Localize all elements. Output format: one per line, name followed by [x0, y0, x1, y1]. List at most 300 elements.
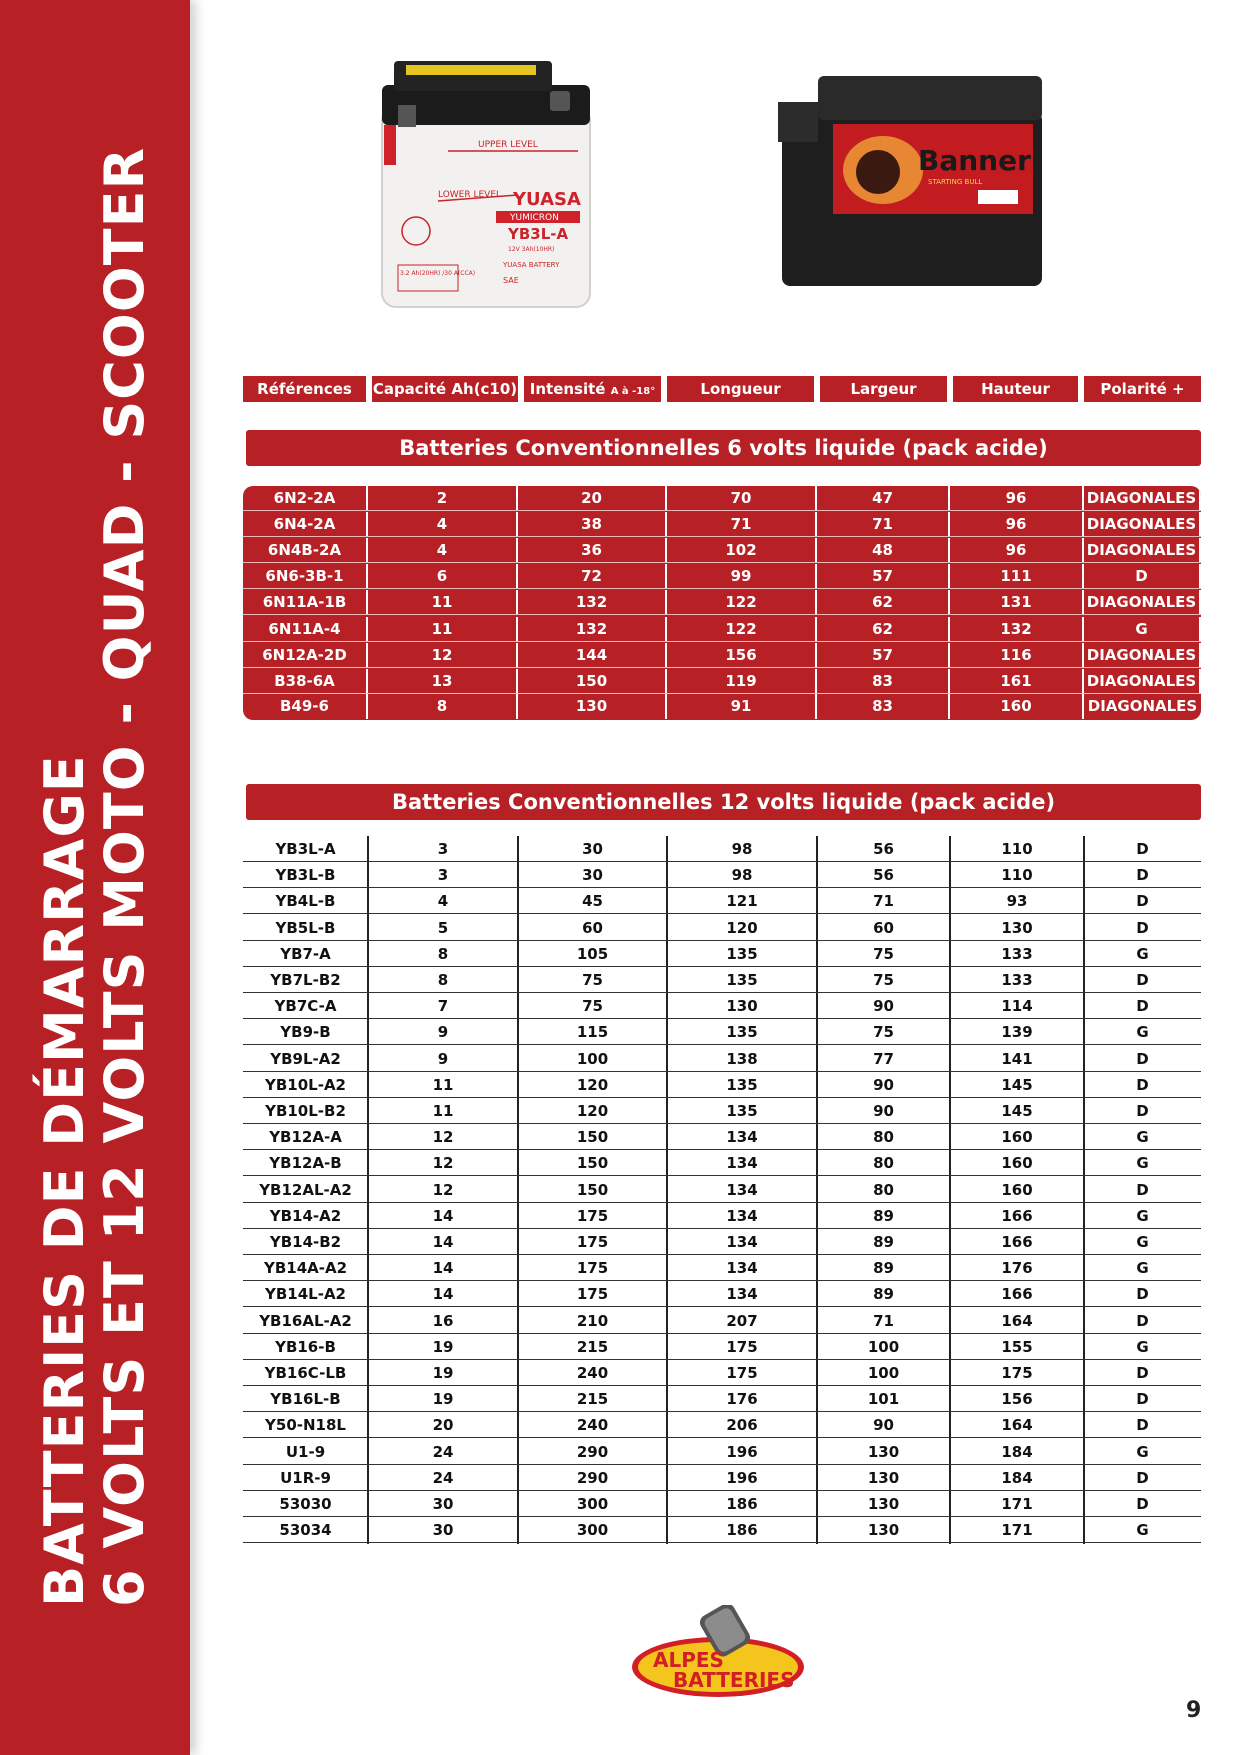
cell-hauteur: 175 — [1001, 1364, 1033, 1382]
cell-polarite: D — [1136, 866, 1149, 885]
cell-hauteur: 132 — [950, 617, 1084, 642]
cell-hauteur: 161 — [950, 669, 1084, 694]
cell-intensite: 20 — [518, 486, 667, 511]
table-row — [243, 862, 1201, 888]
cell-largeur: 90 — [873, 1102, 894, 1120]
cell-polarite: D — [1136, 1102, 1149, 1120]
cell-longueur: 121 — [726, 892, 758, 911]
banner-brand: Banner — [918, 144, 1031, 177]
cell-polarite: DIAGONALES — [1087, 697, 1198, 715]
alpes-batteries-logo — [628, 1605, 808, 1700]
cell-ref: YB7L-B2 — [270, 971, 341, 989]
cell-capacite: 9 — [437, 1023, 449, 1042]
cell-ref: YB16C-LB — [264, 1364, 347, 1382]
header-intensite-label: Intensité — [529, 380, 606, 398]
cell-capacite: 3 — [437, 840, 449, 858]
cell-hauteur: 166 — [1001, 1285, 1033, 1304]
cell-largeur: 56 — [873, 840, 894, 858]
header-largeur: Largeur — [820, 376, 947, 402]
cell-longueur: 135 — [726, 1075, 758, 1094]
cell-capacite: 4 — [368, 512, 518, 537]
cell-largeur: 89 — [873, 1206, 894, 1225]
cell-ref: YB3L-A — [275, 840, 336, 858]
cell-largeur: 89 — [873, 1259, 894, 1278]
cell-ref: 53030 — [279, 1495, 332, 1513]
table-row — [243, 888, 1201, 914]
yuasa-footer: YUASA BATTERY — [503, 261, 560, 269]
table-row — [243, 590, 1201, 615]
cell-polarite: G — [1136, 1206, 1149, 1225]
cell-longueur: 91 — [667, 694, 817, 719]
cell-hauteur: 164 — [1001, 1416, 1033, 1435]
table-row — [243, 694, 1201, 719]
table-row — [243, 1308, 1201, 1334]
cell-longueur: 135 — [726, 1023, 758, 1042]
cell-ref: YB14-A2 — [269, 1206, 342, 1225]
cell-capacite: 30 — [432, 1521, 454, 1540]
cell-largeur: 89 — [873, 1285, 894, 1304]
cell-largeur: 89 — [873, 1233, 894, 1251]
cell-largeur: 80 — [873, 1128, 894, 1147]
cell-hauteur: 93 — [1006, 892, 1028, 911]
cell-intensite: 60 — [582, 918, 603, 937]
cell-longueur: 134 — [726, 1180, 758, 1199]
cell-longueur: 134 — [726, 1285, 758, 1304]
cell-hauteur: 160 — [1001, 1154, 1033, 1173]
cell-hauteur: 160 — [1001, 1180, 1033, 1199]
cell-hauteur: 155 — [1001, 1337, 1033, 1356]
cell-hauteur: 184 — [1001, 1442, 1033, 1461]
cell-intensite: 175 — [576, 1285, 609, 1304]
yuasa-model: YB3L-A — [508, 225, 569, 243]
cell-hauteur: 131 — [950, 590, 1084, 615]
cell-ref: 53034 — [279, 1521, 332, 1540]
cell-polarite: DIAGONALES — [1084, 486, 1201, 511]
header-intensite — [524, 376, 661, 402]
cell-largeur: 90 — [873, 997, 894, 1016]
cell-ref: YB3L-B — [275, 866, 336, 885]
cell-polarite: D — [1136, 1285, 1149, 1304]
cell-capacite: 8 — [437, 944, 449, 963]
cell-intensite: 115 — [576, 1023, 609, 1042]
cell-polarite: G — [1136, 944, 1149, 963]
cell-largeur: 100 — [867, 1337, 900, 1356]
table-row — [243, 538, 1201, 563]
cell-longueur: 134 — [726, 1154, 758, 1173]
cell-capacite: 19 — [432, 1390, 454, 1409]
cell-ref: 6N2-2A — [243, 486, 368, 511]
section-title-6v: Batteries Conventionnelles 6 volts liquide (pack acide) — [246, 430, 1201, 466]
table-row — [243, 1124, 1201, 1150]
cell-largeur: 60 — [873, 918, 894, 937]
cell-largeur: 71 — [873, 892, 894, 911]
cell-ref: 6N11A-1B — [243, 590, 368, 615]
cell-hauteur: 156 — [1001, 1390, 1033, 1409]
table-row — [243, 1072, 1201, 1098]
cell-largeur: 80 — [873, 1180, 894, 1199]
logo-line-1: ALPES — [653, 1648, 724, 1672]
cell-hauteur: 164 — [1001, 1311, 1033, 1330]
header-hauteur: Hauteur — [953, 376, 1078, 402]
cell-capacite: 5 — [437, 918, 449, 937]
cell-longueur: 102 — [667, 538, 817, 563]
cell-ref: YB9-B — [280, 1023, 331, 1042]
header-intensite-unit: A à -18° — [610, 386, 656, 397]
cell-longueur: 120 — [726, 918, 758, 937]
cell-ref: YB14L-A2 — [265, 1285, 346, 1304]
cell-ref: YB16AL-A2 — [259, 1311, 352, 1330]
table-row — [243, 1177, 1201, 1203]
cell-polarite: G — [1136, 1023, 1149, 1042]
cell-largeur: 83 — [817, 669, 950, 694]
cell-capacite: 11 — [432, 1102, 454, 1120]
table-row — [243, 1203, 1201, 1229]
cell-largeur: 130 — [867, 1521, 900, 1540]
cell-hauteur: 133 — [1001, 944, 1033, 963]
cell-polarite: G — [1136, 1259, 1149, 1278]
cell-ref: YB12A-B — [269, 1154, 342, 1173]
cell-largeur: 90 — [873, 1416, 894, 1435]
table-row — [243, 915, 1201, 941]
cell-largeur: 83 — [817, 694, 950, 719]
cell-hauteur: 171 — [1001, 1495, 1033, 1513]
cell-intensite: 30 — [582, 840, 603, 858]
cell-intensite: 150 — [518, 669, 667, 694]
table-row — [243, 1465, 1201, 1491]
cell-hauteur: 96 — [950, 538, 1084, 563]
cell-capacite: 11 — [368, 590, 518, 615]
cell-hauteur: 160 — [1001, 1128, 1033, 1147]
table-row — [243, 1229, 1201, 1255]
cell-longueur: 71 — [667, 512, 817, 537]
cell-longueur: 138 — [726, 1049, 758, 1068]
cell-longueur: 135 — [726, 1102, 758, 1120]
banner-battery-image — [778, 72, 1046, 290]
cell-longueur: 134 — [726, 1206, 758, 1225]
page-title — [35, 147, 155, 1607]
cell-largeur: 48 — [817, 538, 950, 563]
cell-polarite: D — [1136, 1364, 1149, 1382]
table-row — [243, 836, 1201, 862]
cell-intensite: 215 — [576, 1337, 609, 1356]
cell-longueur: 119 — [667, 669, 817, 694]
banner-tagline: STARTING BULL — [928, 178, 983, 186]
cell-ref: YB14-B2 — [269, 1233, 342, 1251]
cell-polarite: DIAGONALES — [1084, 590, 1201, 615]
cell-largeur: 57 — [817, 643, 950, 668]
cell-largeur: 71 — [817, 512, 950, 537]
cell-polarite: D — [1136, 840, 1149, 858]
cell-polarite: D — [1136, 1495, 1149, 1513]
table-6v — [243, 486, 1201, 720]
cell-intensite: 120 — [576, 1102, 609, 1120]
cell-polarite: D — [1136, 918, 1149, 937]
cell-polarite: G — [1084, 617, 1201, 642]
cell-intensite: 72 — [518, 564, 667, 589]
cell-hauteur: 133 — [1001, 971, 1033, 989]
cell-intensite: 175 — [576, 1259, 609, 1278]
table-row — [243, 1491, 1201, 1517]
cell-intensite: 132 — [518, 590, 667, 615]
cell-intensite: 150 — [576, 1154, 609, 1173]
column-headers — [243, 376, 1201, 402]
cell-capacite: 12 — [432, 1180, 454, 1199]
cell-intensite: 130 — [518, 694, 667, 719]
cell-capacite: 19 — [432, 1364, 454, 1382]
table-row — [243, 1046, 1201, 1072]
cell-capacite: 24 — [432, 1442, 454, 1461]
cell-capacite: 14 — [432, 1285, 454, 1304]
cell-intensite: 300 — [576, 1521, 609, 1540]
lower-level-label: LOWER LEVEL — [438, 190, 502, 200]
cell-intensite: 36 — [518, 538, 667, 563]
cell-intensite: 132 — [518, 617, 667, 642]
cell-intensite: 45 — [582, 892, 603, 911]
cell-longueur: 135 — [726, 944, 758, 963]
cell-largeur: 130 — [867, 1495, 900, 1513]
cell-longueur: 186 — [726, 1495, 758, 1513]
cell-polarite: D — [1136, 1390, 1149, 1409]
cell-ref: YB7-A — [280, 944, 331, 963]
cell-hauteur: 145 — [1001, 1102, 1033, 1120]
cell-ref: 6N4-2A — [243, 512, 368, 537]
cell-longueur: 134 — [726, 1128, 758, 1147]
cell-ref: YB14A-A2 — [263, 1259, 348, 1278]
cell-capacite: 6 — [368, 564, 518, 589]
yuasa-sae: SAE — [503, 276, 519, 285]
cell-capacite: 11 — [432, 1075, 454, 1094]
cell-largeur: 56 — [873, 866, 894, 885]
cell-hauteur: 141 — [1001, 1049, 1033, 1068]
header-polarite: Polarité + — [1084, 376, 1201, 402]
cell-capacite: 9 — [437, 1049, 449, 1068]
cell-ref: YB4L-B — [275, 892, 336, 911]
cell-ref: YB7C-A — [274, 997, 337, 1016]
cell-polarite: G — [1136, 1128, 1149, 1147]
table-row — [243, 1386, 1201, 1412]
cell-ref: U1-9 — [285, 1442, 326, 1461]
cell-intensite: 30 — [582, 866, 603, 885]
table-row — [243, 1412, 1201, 1438]
cell-capacite: 4 — [368, 538, 518, 563]
page-number: 9 — [1186, 1698, 1202, 1723]
cell-polarite: G — [1136, 1154, 1149, 1173]
cell-capacite: 24 — [432, 1468, 454, 1487]
cell-largeur: 80 — [873, 1154, 894, 1173]
cell-capacite: 16 — [432, 1311, 454, 1330]
cell-hauteur: 166 — [1001, 1206, 1033, 1225]
table-row — [243, 1281, 1201, 1307]
cell-polarite: D — [1136, 892, 1149, 911]
cell-ref: YB12A-A — [269, 1128, 342, 1147]
cell-ref: 6N4B-2A — [243, 538, 368, 563]
cell-hauteur: 184 — [1001, 1468, 1033, 1487]
cell-capacite: 20 — [432, 1416, 454, 1435]
cell-ref: YB16L-B — [270, 1390, 341, 1409]
cell-capacite: 11 — [368, 617, 518, 642]
yuasa-spec: 12V 3Ah(10HR) — [508, 246, 555, 253]
cell-intensite: 75 — [582, 971, 603, 989]
cell-polarite: D — [1084, 564, 1201, 589]
cell-intensite: 38 — [518, 512, 667, 537]
cell-polarite: D — [1136, 1075, 1149, 1094]
cell-hauteur: 171 — [1001, 1521, 1033, 1540]
table-row — [243, 993, 1201, 1019]
cell-polarite: G — [1136, 1233, 1149, 1251]
cell-longueur: 175 — [726, 1364, 758, 1382]
cell-largeur: 75 — [873, 944, 894, 963]
cell-longueur: 130 — [726, 997, 758, 1016]
table-row — [243, 967, 1201, 993]
cell-ref: YB12AL-A2 — [259, 1180, 352, 1199]
table-row — [243, 486, 1201, 511]
cell-hauteur: 130 — [1001, 918, 1033, 937]
cell-intensite: 105 — [576, 944, 609, 963]
cell-ref: YB16-B — [275, 1337, 336, 1356]
upper-level-label: UPPER LEVEL — [478, 140, 538, 150]
cell-polarite: D — [1136, 997, 1149, 1016]
cell-longueur: 206 — [726, 1416, 758, 1435]
cell-largeur: 47 — [817, 486, 950, 511]
section-title-12v: Batteries Conventionnelles 12 volts liquide (pack acide) — [246, 784, 1201, 820]
cell-ref: Y50-N18L — [265, 1416, 346, 1435]
yuasa-capacity: 3.2 Ah(20HR) /30 A(CCA) — [400, 270, 476, 277]
cell-intensite: 215 — [576, 1390, 609, 1409]
cell-capacite: 13 — [368, 669, 518, 694]
cell-capacite: 12 — [432, 1154, 454, 1173]
cell-longueur: 176 — [726, 1390, 758, 1409]
cell-polarite: D — [1136, 1416, 1149, 1435]
cell-intensite: 300 — [576, 1495, 609, 1513]
cell-hauteur: 110 — [1001, 866, 1033, 885]
cell-largeur: 77 — [873, 1049, 894, 1068]
cell-ref: B38-6A — [243, 669, 368, 694]
cell-capacite: 4 — [437, 892, 449, 911]
cell-largeur: 75 — [873, 1023, 894, 1042]
cell-intensite: 150 — [576, 1180, 609, 1199]
cell-hauteur: 96 — [950, 486, 1084, 511]
cell-largeur: 62 — [817, 590, 950, 615]
cell-largeur: 90 — [873, 1075, 894, 1094]
cell-hauteur: 176 — [1001, 1259, 1033, 1278]
cell-largeur: 71 — [873, 1311, 894, 1330]
cell-intensite: 75 — [582, 997, 603, 1016]
cell-longueur: 175 — [726, 1337, 758, 1356]
yuasa-brand: YUASA — [513, 189, 581, 210]
cell-ref: YB10L-A2 — [265, 1075, 346, 1094]
cell-intensite: 120 — [576, 1075, 609, 1094]
cell-polarite: DIAGONALES — [1084, 538, 1201, 563]
cell-longueur: 207 — [726, 1311, 758, 1330]
cell-ref: 6N11A-4 — [243, 617, 368, 642]
cell-longueur: 98 — [731, 866, 753, 885]
cell-polarite: DIAGONALES — [1084, 512, 1201, 537]
cell-longueur: 156 — [667, 643, 817, 668]
cell-hauteur: 139 — [1001, 1023, 1033, 1042]
cell-longueur: 98 — [731, 840, 753, 858]
cell-largeur: 130 — [867, 1442, 900, 1461]
table-row — [243, 1255, 1201, 1281]
cell-intensite: 210 — [576, 1311, 609, 1330]
cell-largeur: 75 — [873, 971, 894, 989]
cell-polarite: G — [1136, 1521, 1149, 1540]
table-row — [243, 1517, 1201, 1543]
cell-intensite: 100 — [576, 1049, 609, 1068]
cell-intensite: 290 — [576, 1468, 609, 1487]
cell-polarite: D — [1136, 1049, 1149, 1068]
yuasa-series: YUMICRON — [510, 213, 559, 223]
cell-longueur: 134 — [726, 1259, 758, 1278]
cell-ref: B49-6 — [243, 694, 368, 719]
cell-capacite: 3 — [437, 866, 449, 885]
table-row — [243, 1150, 1201, 1176]
cell-intensite: 240 — [576, 1416, 609, 1435]
cell-capacite: 14 — [432, 1259, 454, 1278]
cell-polarite: DIAGONALES — [1084, 669, 1201, 694]
cell-polarite: D — [1136, 1180, 1149, 1199]
cell-hauteur: 96 — [950, 512, 1084, 537]
cell-hauteur: 111 — [950, 564, 1084, 589]
cell-polarite: G — [1136, 1337, 1149, 1356]
cell-hauteur: 114 — [1001, 997, 1033, 1016]
table-row — [243, 617, 1201, 642]
cell-ref: YB10L-B2 — [265, 1102, 346, 1120]
cell-intensite: 290 — [576, 1442, 609, 1461]
table-row — [243, 1439, 1201, 1465]
cell-hauteur: 166 — [1001, 1233, 1033, 1251]
cell-intensite: 175 — [576, 1233, 609, 1251]
cell-capacite: 14 — [432, 1233, 454, 1251]
cell-hauteur: 116 — [950, 643, 1084, 668]
cell-longueur: 196 — [726, 1442, 758, 1461]
cell-capacite: 7 — [437, 997, 449, 1016]
page-title-line-1: BATTERIES DE DÉMARRAGE — [33, 754, 96, 1608]
cell-longueur: 99 — [667, 564, 817, 589]
cell-longueur: 135 — [726, 971, 758, 989]
cell-largeur: 101 — [867, 1390, 900, 1409]
cell-ref: YB5L-B — [275, 918, 336, 937]
cell-polarite: D — [1136, 1468, 1149, 1487]
cell-ref: 6N12A-2D — [243, 643, 368, 668]
cell-ref: U1R-9 — [280, 1468, 331, 1487]
cell-largeur: 130 — [867, 1468, 900, 1487]
cell-capacite: 8 — [437, 971, 449, 989]
cell-capacite: 30 — [432, 1495, 454, 1513]
cell-capacite: 12 — [432, 1128, 454, 1147]
cell-ref: YB9L-A2 — [270, 1049, 341, 1068]
cell-intensite: 240 — [576, 1364, 609, 1382]
yuasa-battery-image — [378, 55, 598, 315]
header-capacite: Capacité Ah(c10) — [372, 376, 518, 402]
cell-longueur: 186 — [726, 1521, 758, 1540]
table-row — [243, 1019, 1201, 1045]
cell-capacite: 14 — [432, 1206, 454, 1225]
logo-line-2: BATTERIES — [673, 1668, 795, 1692]
cell-polarite: DIAGONALES — [1084, 643, 1201, 668]
cell-capacite: 19 — [432, 1337, 454, 1356]
table-row — [243, 1360, 1201, 1386]
cell-intensite: 150 — [576, 1128, 609, 1147]
table-row — [243, 669, 1201, 694]
cell-capacite: 8 — [368, 694, 518, 719]
cell-intensite: 144 — [518, 643, 667, 668]
cell-hauteur: 160 — [950, 694, 1084, 719]
cell-hauteur: 110 — [1001, 840, 1033, 858]
cell-ref: 6N6-3B-1 — [243, 564, 368, 589]
cell-intensite: 175 — [576, 1206, 609, 1225]
cell-longueur: 122 — [667, 590, 817, 615]
table-row — [243, 643, 1201, 668]
